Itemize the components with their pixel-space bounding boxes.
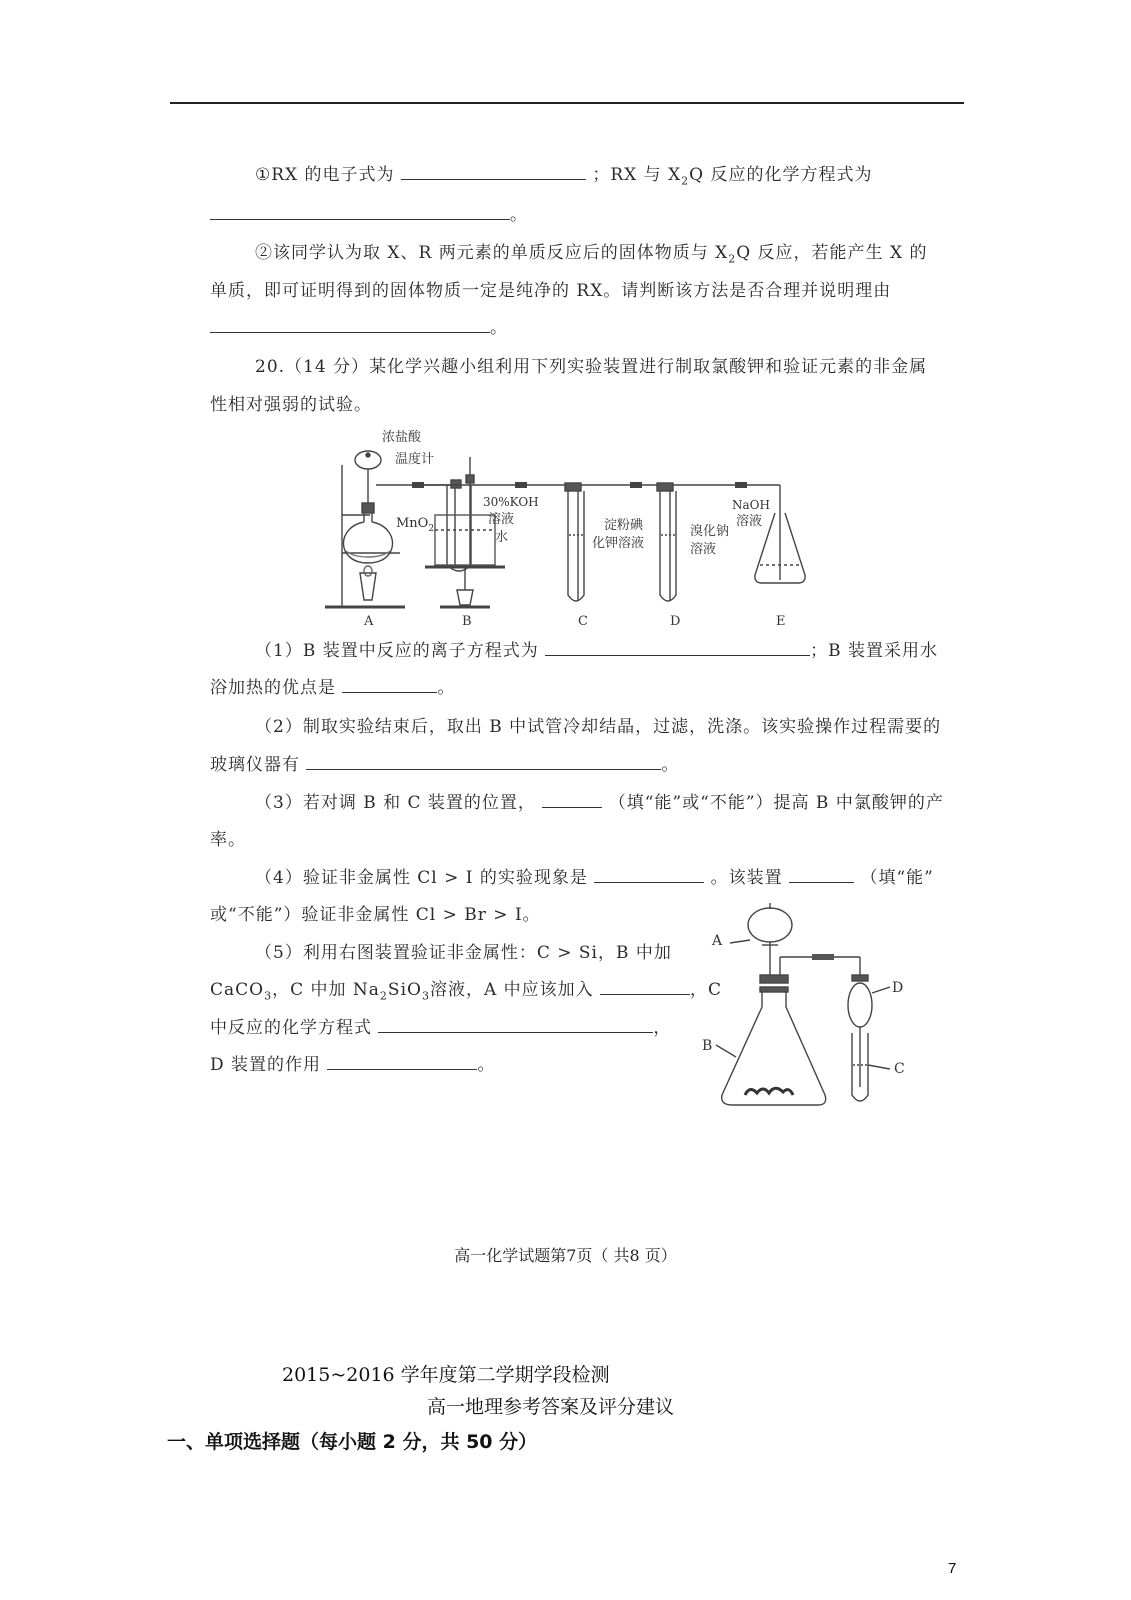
punct: ， bbox=[653, 1018, 672, 1038]
co2-apparatus-figure bbox=[700, 895, 930, 1120]
page-footer: 高一化学试题第7页（ 共8 页） bbox=[454, 1246, 677, 1265]
subscript: 3 bbox=[421, 989, 430, 1003]
q20-s5-text-a: （5）利用右图装置验证非金属性：C > Si，B 中加 bbox=[255, 943, 672, 963]
q20-s3-text-c: 率。 bbox=[210, 830, 246, 850]
label-a: A bbox=[712, 933, 723, 949]
label-b: B bbox=[702, 1038, 713, 1054]
q20-intro-text1: 20.（14 分）某化学兴趣小组利用下列实验装置进行制取氯酸钾和验证元素的非金属 bbox=[255, 357, 928, 377]
label-koh: 30%KOH bbox=[483, 495, 539, 509]
q20-s5-line3 bbox=[210, 1013, 700, 1038]
q20-s3-text-b: （填“能”或“不能”）提高 B 中氯酸钾的产 bbox=[608, 793, 944, 813]
q20-s1-line2 bbox=[210, 673, 940, 698]
q19-part1-line bbox=[255, 160, 945, 187]
caco3: CaCO bbox=[210, 980, 265, 1000]
q19-p2-text-a: ②该同学认为取 X、R 两元素的单质反应后的固体物质与 X bbox=[255, 243, 729, 263]
label-b: B bbox=[462, 614, 472, 629]
answer-blank[interactable] bbox=[378, 1018, 653, 1033]
punct: 。 bbox=[437, 678, 456, 698]
q20-s4-text-b: 。该装置 bbox=[710, 868, 783, 888]
q19-p1-text-a: ①RX 的电子式为 bbox=[255, 165, 395, 185]
answer-title-1: 2015~2016 学年度第二学期学段检测 bbox=[282, 1364, 610, 1386]
q19-p2-text-c: 单质，即可证明得到的固体物质一定是纯净的 RX。请判断该方法是否合理并说明理由 bbox=[210, 281, 892, 301]
q20-intro-text2: 性相对强弱的试验。 bbox=[210, 395, 372, 415]
answer-blank[interactable] bbox=[542, 793, 602, 808]
q20-s4-text-d: 或“不能”）验证非金属性 Cl > Br > I。 bbox=[210, 905, 541, 925]
answer-blank[interactable] bbox=[401, 165, 586, 180]
q19-part2-line1 bbox=[255, 238, 945, 265]
answer-blank[interactable] bbox=[210, 318, 490, 333]
page-number: 7 bbox=[948, 1560, 957, 1577]
label-nabr-1: 溴化钠 bbox=[690, 524, 730, 539]
answer-blank[interactable] bbox=[789, 868, 854, 883]
label-koh-solution: 溶液 bbox=[488, 512, 515, 527]
answer-title-2: 高一地理参考答案及评分建议 bbox=[427, 1396, 675, 1418]
label-conc-hcl: 浓盐酸 bbox=[382, 430, 422, 445]
label-d: D bbox=[670, 614, 681, 629]
label-c: C bbox=[894, 1061, 905, 1077]
label-e: E bbox=[776, 614, 786, 629]
label-naoh-2: 溶液 bbox=[736, 514, 763, 529]
answer-blank[interactable] bbox=[327, 1055, 477, 1070]
q20-s5-text-b: 溶液，A 中应该加入 bbox=[429, 980, 594, 1000]
text-na: ，C 中加 Na bbox=[272, 980, 380, 1000]
q20-s2-line1 bbox=[255, 712, 945, 737]
text-sio: SiO bbox=[387, 980, 422, 1000]
answer-blank[interactable] bbox=[594, 868, 704, 883]
q20-s1-line1 bbox=[255, 636, 945, 661]
subscript: 2 bbox=[379, 989, 388, 1003]
q20-s5-line1 bbox=[255, 938, 695, 963]
subscript: 2 bbox=[728, 252, 737, 266]
label-c: C bbox=[578, 614, 588, 629]
answer-blank[interactable] bbox=[210, 205, 510, 220]
q20-s5-text-d: 中反应的化学方程式 bbox=[210, 1018, 372, 1038]
answer-blank[interactable] bbox=[600, 980, 690, 995]
q20-s3-line1 bbox=[255, 788, 945, 813]
q20-intro-line1 bbox=[255, 352, 945, 377]
label-a: A bbox=[364, 614, 374, 629]
q20-s1-text-c: 浴加热的优点是 bbox=[210, 678, 336, 698]
q19-part2-line3 bbox=[210, 313, 940, 338]
q19-part1-line2 bbox=[210, 200, 940, 225]
q20-s4-text-c: （填“能” bbox=[860, 868, 934, 888]
section-heading: 一、单项选择题（每小题 2 分，共 50 分） bbox=[167, 1431, 538, 1453]
answer-blank[interactable] bbox=[545, 641, 810, 656]
label-starch-ki-1: 淀粉碘 bbox=[604, 518, 644, 533]
q20-s2-line2 bbox=[210, 750, 940, 775]
q20-s5-text-e: D 装置的作用 bbox=[210, 1055, 322, 1075]
header-rule bbox=[170, 102, 964, 104]
label-starch-ki-2: 化钾溶液 bbox=[592, 536, 645, 551]
punct: 。 bbox=[661, 755, 680, 775]
apparatus-d bbox=[657, 483, 676, 601]
q19-part2-line2 bbox=[210, 276, 940, 301]
q20-s4-line1 bbox=[255, 863, 945, 888]
punct: 。 bbox=[477, 1055, 496, 1075]
label-naoh-1: NaOH bbox=[732, 498, 770, 512]
subscript: 2 bbox=[681, 174, 690, 188]
punct: 。 bbox=[490, 318, 508, 338]
q19-p1-text-b: ；RX 与 X bbox=[592, 165, 682, 185]
subscript: 3 bbox=[264, 989, 273, 1003]
q20-s4-text-a: （4）验证非金属性 Cl > I 的实验现象是 bbox=[255, 868, 588, 888]
q19-p1-text-c: Q 反应的化学方程式为 bbox=[689, 165, 873, 185]
apparatus-c bbox=[565, 483, 584, 601]
q20-s1-text-b: ；B 装置采用水 bbox=[810, 641, 939, 661]
label-nabr-2: 溶液 bbox=[690, 542, 717, 557]
q20-s5-line4 bbox=[210, 1050, 700, 1075]
q20-s3-line2 bbox=[210, 825, 940, 850]
punct: 。 bbox=[510, 205, 528, 225]
label-mno2: MnO$_2$ bbox=[396, 516, 435, 534]
label-water: 水 bbox=[495, 530, 509, 545]
answer-blank[interactable] bbox=[342, 678, 437, 693]
q20-s2-text-a: （2）制取实验结束后，取出 B 中试管冷却结晶，过滤，洗涤。该实验操作过程需要的 bbox=[255, 717, 942, 737]
apparatus-figure bbox=[320, 425, 820, 635]
answer-blank[interactable] bbox=[306, 755, 661, 770]
q20-s5-line2 bbox=[210, 975, 723, 1003]
q20-intro-line2 bbox=[210, 390, 940, 415]
q20-s2-text-b: 玻璃仪器有 bbox=[210, 755, 300, 775]
q19-p2-text-b: Q 反应，若能产生 X 的 bbox=[736, 243, 928, 263]
q20-s3-text-a: （3）若对调 B 和 C 装置的位置， bbox=[255, 793, 536, 813]
q20-s5-text-c: ，C bbox=[690, 980, 723, 1000]
label-d: D bbox=[892, 980, 904, 996]
q20-s1-text-a: （1）B 装置中反应的离子方程式为 bbox=[255, 641, 539, 661]
label-thermometer: 温度计 bbox=[395, 452, 435, 467]
